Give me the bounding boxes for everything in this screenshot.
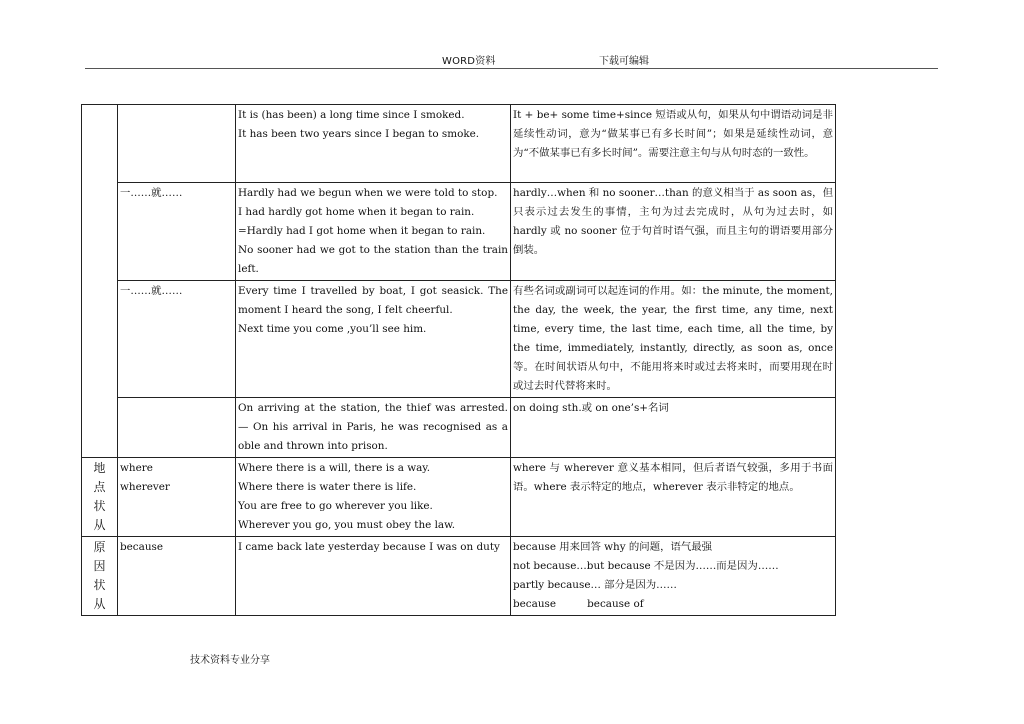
- conj-line: wherever: [120, 481, 170, 493]
- example-line: I came back late yesterday because I was on duty: [238, 541, 500, 553]
- example-line: I had hardly got home when it began to rain.: [238, 206, 475, 218]
- header-divider: [85, 68, 938, 69]
- example-line: You are free to go wherever you like.: [238, 500, 433, 512]
- table-row: [82, 105, 836, 183]
- example-line: Every time I travelled by boat, I got seasick. The moment I heard the song, I felt cheerful.: [238, 285, 508, 316]
- note-cell: [511, 537, 836, 616]
- conj-line: where: [120, 462, 153, 474]
- clause-type-char: 点: [93, 480, 106, 494]
- note-cell: It + be+ some time+since 短语或从句，如果从句中谓语动词是非延续性动词，意为“做某事已有多长时间”；如果是延续性动词，意为“不做某事已有多长时间”。需要注意主句与从句时态的一致性。: [511, 105, 836, 183]
- example-line: Next time you come ,you’ll see him.: [238, 323, 427, 335]
- note-line: because 用来回答 why 的问题，语气最强: [513, 541, 713, 553]
- note-cell: hardly…when 和 no sooner…than 的意义相当于 as soon as，但只表示过去发生的事情，主句为过去完成时，从句为过去时，如 hardly 或 no sooner 位于句首时语气强，而且主句的谓语要用部分倒装。: [511, 183, 836, 281]
- note-cell: on doing sth.或 on one’s+名词: [511, 398, 836, 458]
- note-cell: 有些名词或副词可以起连词的作用。如：the minute, the moment, the day, the week, the year, the first time, any time, next time, every time, the last time, each time, all the time, by the time, immediately, instantly, directly, as soon as, once 等。在时间状语从句中，不能用将来时或过去将来时，而要用现在时或过去时代替将来时。: [511, 281, 836, 398]
- footer-text: 技术资料专业分享: [190, 655, 270, 666]
- examples-cell: [236, 537, 511, 616]
- table-row: [82, 281, 836, 398]
- grammar-table: [81, 104, 836, 616]
- conj-cell: [118, 105, 236, 183]
- note-line: because because of: [513, 598, 644, 610]
- conj-cell: because: [118, 537, 236, 616]
- example-line: =Hardly had I got home when it began to rain.: [238, 225, 486, 237]
- examples-cell: [236, 398, 511, 458]
- clause-type-cell-place: [82, 458, 118, 537]
- table-row: [82, 458, 836, 537]
- examples-cell: [236, 183, 511, 281]
- note-line: not because…but because 不是因为……而是因为……: [513, 560, 779, 572]
- example-line: On arriving at the station, the thief was arrested.— On his arrival in Paris, he was recognised as a oble and thrown into prison.: [238, 402, 508, 452]
- clause-type-char: 状: [93, 499, 106, 513]
- clause-type-char: 地: [93, 461, 106, 475]
- header-left-text: WORD资料: [442, 56, 496, 67]
- conj-cell: [118, 398, 236, 458]
- examples-cell: [236, 281, 511, 398]
- example-line: No sooner had we got to the station than the train left.: [238, 244, 508, 275]
- table-row: [82, 398, 836, 458]
- example-line: It is (has been) a long time since I smoked.: [238, 109, 465, 121]
- note-line: partly because… 部分是因为……: [513, 579, 677, 591]
- conj-cell: [118, 458, 236, 537]
- header-right-text: 下载可编辑: [599, 56, 649, 67]
- table-row: [82, 183, 836, 281]
- example-line: It has been two years since I began to smoke.: [238, 128, 480, 140]
- clause-type-char: 因: [93, 559, 106, 573]
- examples-cell: [236, 105, 511, 183]
- example-line: Wherever you go, you must obey the law.: [238, 519, 456, 531]
- conj-cell: 一……就……: [118, 183, 236, 281]
- note-cell: where 与 wherever 意义基本相同，但后者语气较强，多用于书面语。where 表示特定的地点，wherever 表示非特定的地点。: [511, 458, 836, 537]
- example-line: Where there is water there is life.: [238, 481, 417, 493]
- clause-type-cell-cause: [82, 537, 118, 616]
- examples-cell: [236, 458, 511, 537]
- clause-type-cell-time: [82, 105, 118, 458]
- example-line: Hardly had we begun when we were told to stop.: [238, 187, 498, 199]
- clause-type-char: 从: [93, 597, 106, 611]
- example-line: Where there is a will, there is a way.: [238, 462, 431, 474]
- clause-type-char: 状: [93, 578, 106, 592]
- table-row: [82, 537, 836, 616]
- conj-cell: 一……就……: [118, 281, 236, 398]
- clause-type-char: 原: [93, 540, 106, 554]
- clause-type-char: 从: [93, 518, 106, 532]
